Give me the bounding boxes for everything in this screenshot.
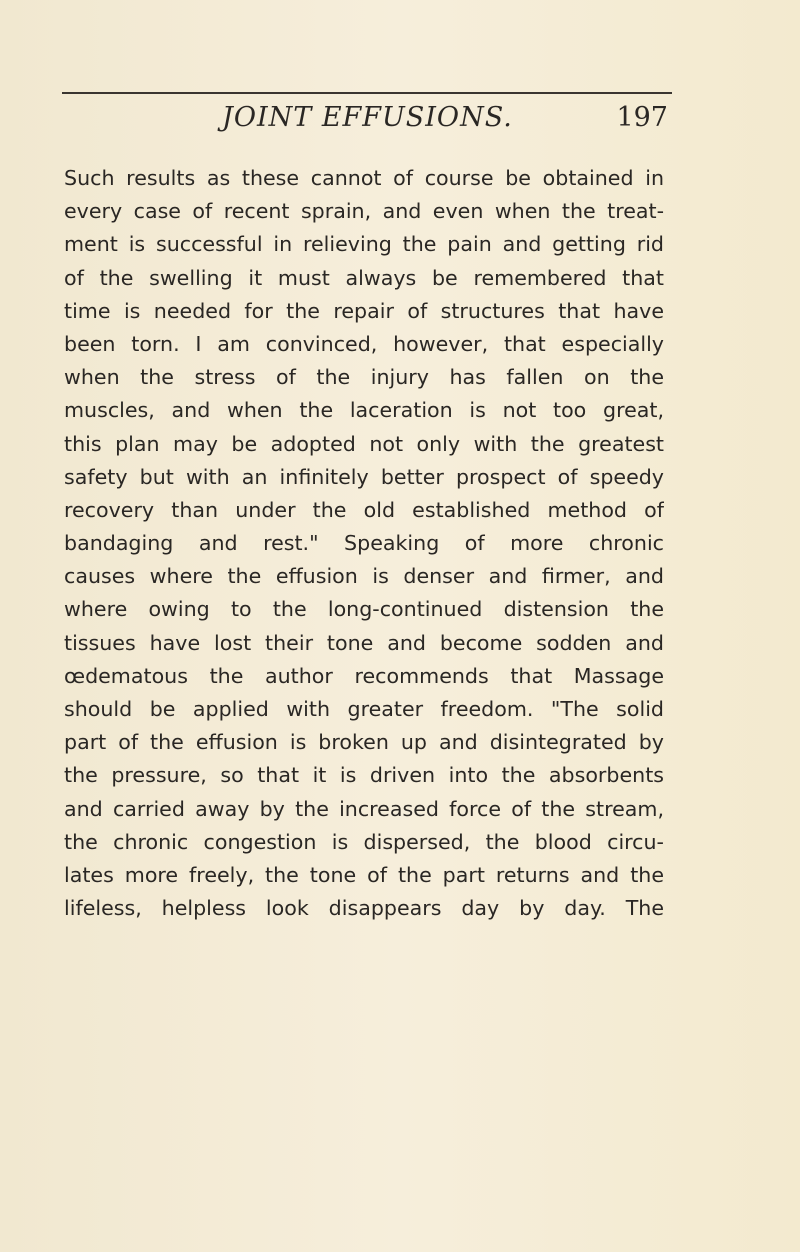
text-line: Such results as these cannot of course be obtained in (64, 166, 664, 190)
text-line: where owing to the long-continued distension the (64, 597, 664, 622)
text-line: ment is successful in relieving the pain and getting rid (64, 232, 664, 257)
text-line: lates more freely, the tone of the part returns and the (64, 862, 664, 887)
text-line: muscles, and when the laceration is not too great, (64, 398, 664, 423)
running-head (62, 102, 672, 142)
text-line: this plan may be adopted not only with the greatest (64, 431, 664, 456)
text-line: the chronic congestion is dispersed, the blood circu- (64, 829, 664, 854)
text-line: bandaging and rest." Speaking of more chronic (64, 531, 664, 556)
text-line: causes where the effusion is denser and firmer, and (64, 564, 664, 589)
text-line: of the swelling it must always be remembered that (64, 265, 664, 290)
text-line: every case of recent sprain, and even when the treat- (64, 199, 664, 224)
page-number: 197 (616, 102, 668, 133)
body-text (64, 162, 664, 925)
text-line: the pressure, so that it is driven into the absorbents (64, 763, 664, 788)
text-line: œdematous the author recommends that Massage (64, 663, 664, 688)
text-line: recovery than under the old established method of (64, 497, 664, 522)
text-line: time is needed for the repair of structures that have (64, 298, 664, 323)
text-line: safety but with an infinitely better prospect of speedy (64, 464, 664, 489)
running-title: JOINT EFFUSIONS. (222, 102, 513, 133)
text-line: lifeless, helpless look disappears day by day. The (64, 896, 664, 921)
text-line: when the stress of the injury has fallen on the (64, 365, 664, 390)
header-rule (62, 92, 672, 94)
text-line: tissues have lost their tone and become sodden and (64, 630, 664, 655)
text-line: should be applied with greater freedom. "The solid (64, 697, 664, 721)
text-line: part of the effusion is broken up and disintegrated by (64, 730, 664, 755)
text-line: been torn. I am convinced, however, that especially (64, 331, 664, 356)
text-line: and carried away by the increased force of the stream, (64, 796, 664, 821)
